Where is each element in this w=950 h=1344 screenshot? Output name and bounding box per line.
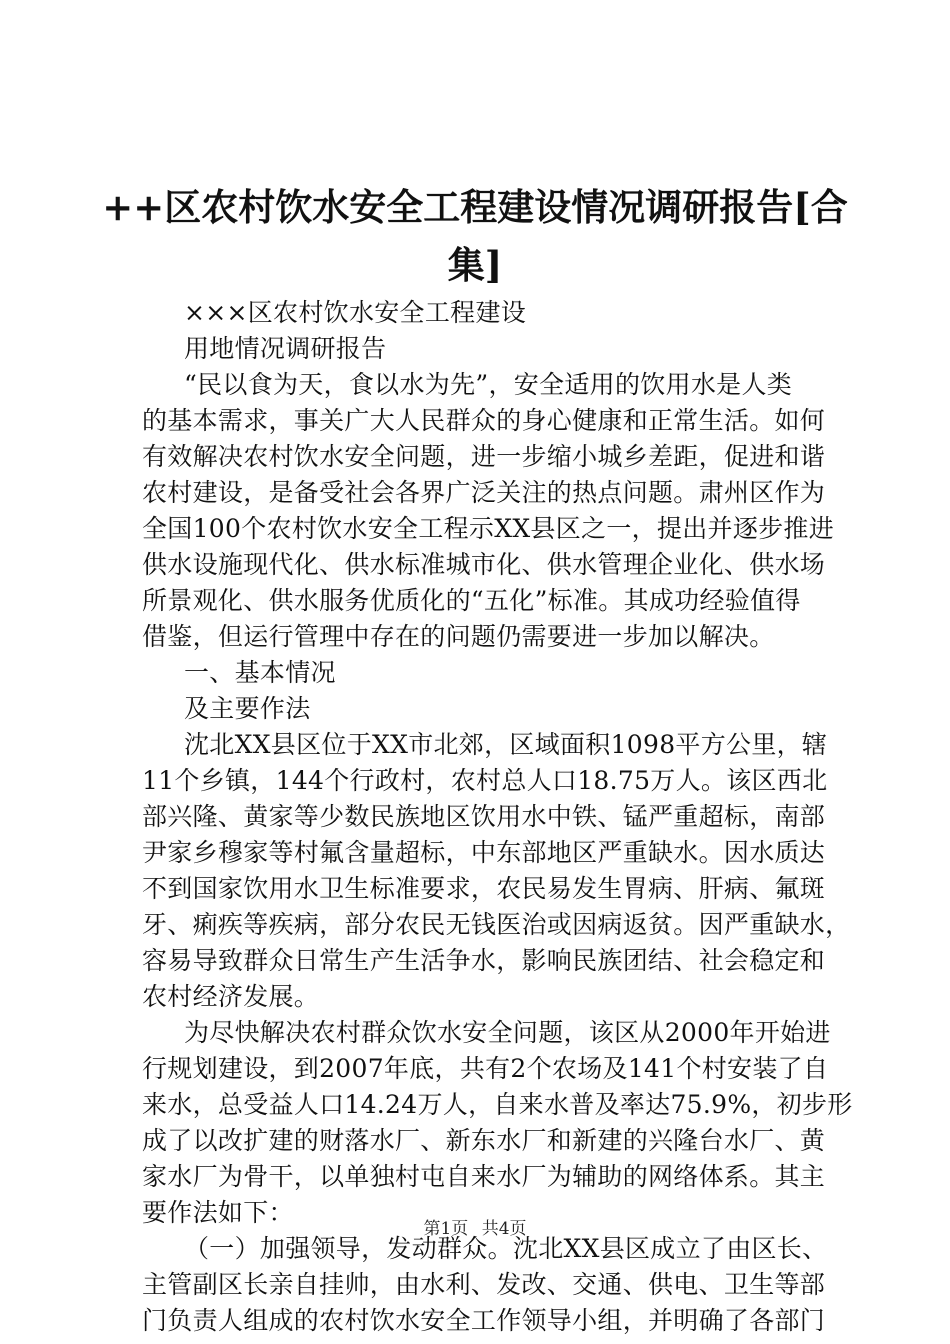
text-line: 要作法如下： [142,1198,294,1227]
page-footer [0,1214,950,1239]
text-line: 农村建设，是备受社会各界广泛关注的热点问题。肃州区作为 [142,478,826,507]
text-line: 用地情况调研报告 [184,334,387,363]
text-line: 门负责人组成的农村饮水安全工作领导小组，并明确了各部门 [142,1306,826,1335]
text-line: ×××区农村饮水安全工程建设 [184,298,527,327]
text-line: 11个乡镇，144个行政村，农村总人口18.75万人。该区西北 [142,766,828,795]
title-line-2: 集] [447,243,503,287]
text-line: 不到国家饮用水卫生标准要求，农民易发生胃病、肝病、氟斑 [142,874,826,903]
text-line: “民以食为天，食以水为先”，安全适用的饮用水是人类 [184,370,793,399]
text-line: 所景观化、供水服务优质化的“五化”标准。其成功经验值得 [142,586,801,615]
text-line: 有效解决农村饮水安全问题，进一步缩小城乡差距，促进和谐 [142,442,826,471]
text-line: 及主要作法 [184,694,311,723]
text-line: （一）加强领导，发动群众。沈北XX县区成立了由区长、 [184,1234,828,1263]
text-line: 全国100个农村饮水安全工程示XX县区之一，提出并逐步推进 [142,514,835,543]
text-line: 来水，总受益人口14.24万人，自来水普及率达75.9%，初步形 [142,1090,853,1119]
text-line: 部兴隆、黄家等少数民族地区饮用水中铁、锰严重超标，南部 [142,802,826,831]
text-line: 一、基本情况 [184,658,336,687]
text-line: 为尽快解决农村群众饮水安全问题，该区从2000年开始进 [184,1018,831,1047]
text-line: 家水厂为骨干，以单独村屯自来水厂为辅助的网络体系。其主 [142,1162,826,1191]
document-body [142,295,853,1339]
text-line: 主管副区长亲自挂帅，由水利、发改、交通、供电、卫生等部 [142,1270,826,1299]
text-line: 农村经济发展。 [142,982,320,1011]
text-line: 供水设施现代化、供水标准城市化、供水管理企业化、供水场 [142,550,826,579]
document-title [100,178,850,294]
text-line: 沈北XX县区位于XX市北郊，区域面积1098平方公里，辖 [184,730,828,759]
text-line: 借鉴，但运行管理中存在的问题仍需要进一步加以解决。 [142,622,775,651]
text-line: 容易导致群众日常生产生活争水，影响民族团结、社会稳定和 [142,946,826,975]
text-line: 牙、痢疾等疾病，部分农民无钱医治或因病返贫。因严重缺水， [142,910,851,939]
page-total: 共4页 [481,1219,527,1239]
text-line: 成了以改扩建的财落水厂、新东水厂和新建的兴隆台水厂、黄 [142,1126,826,1155]
text-line: 尹家乡穆家等村氟含量超标，中东部地区严重缺水。因水质达 [142,838,826,867]
text-line: 行规划建设，到2007年底，共有2个农场及141个村安装了自 [142,1054,829,1083]
page-number: 第1页 [423,1219,469,1239]
text-line: 的基本需求，事关广大人民群众的身心健康和正常生活。如何 [142,406,826,435]
title-line-1: ++区农村饮水安全工程建设情况调研报告[合 [102,185,848,229]
